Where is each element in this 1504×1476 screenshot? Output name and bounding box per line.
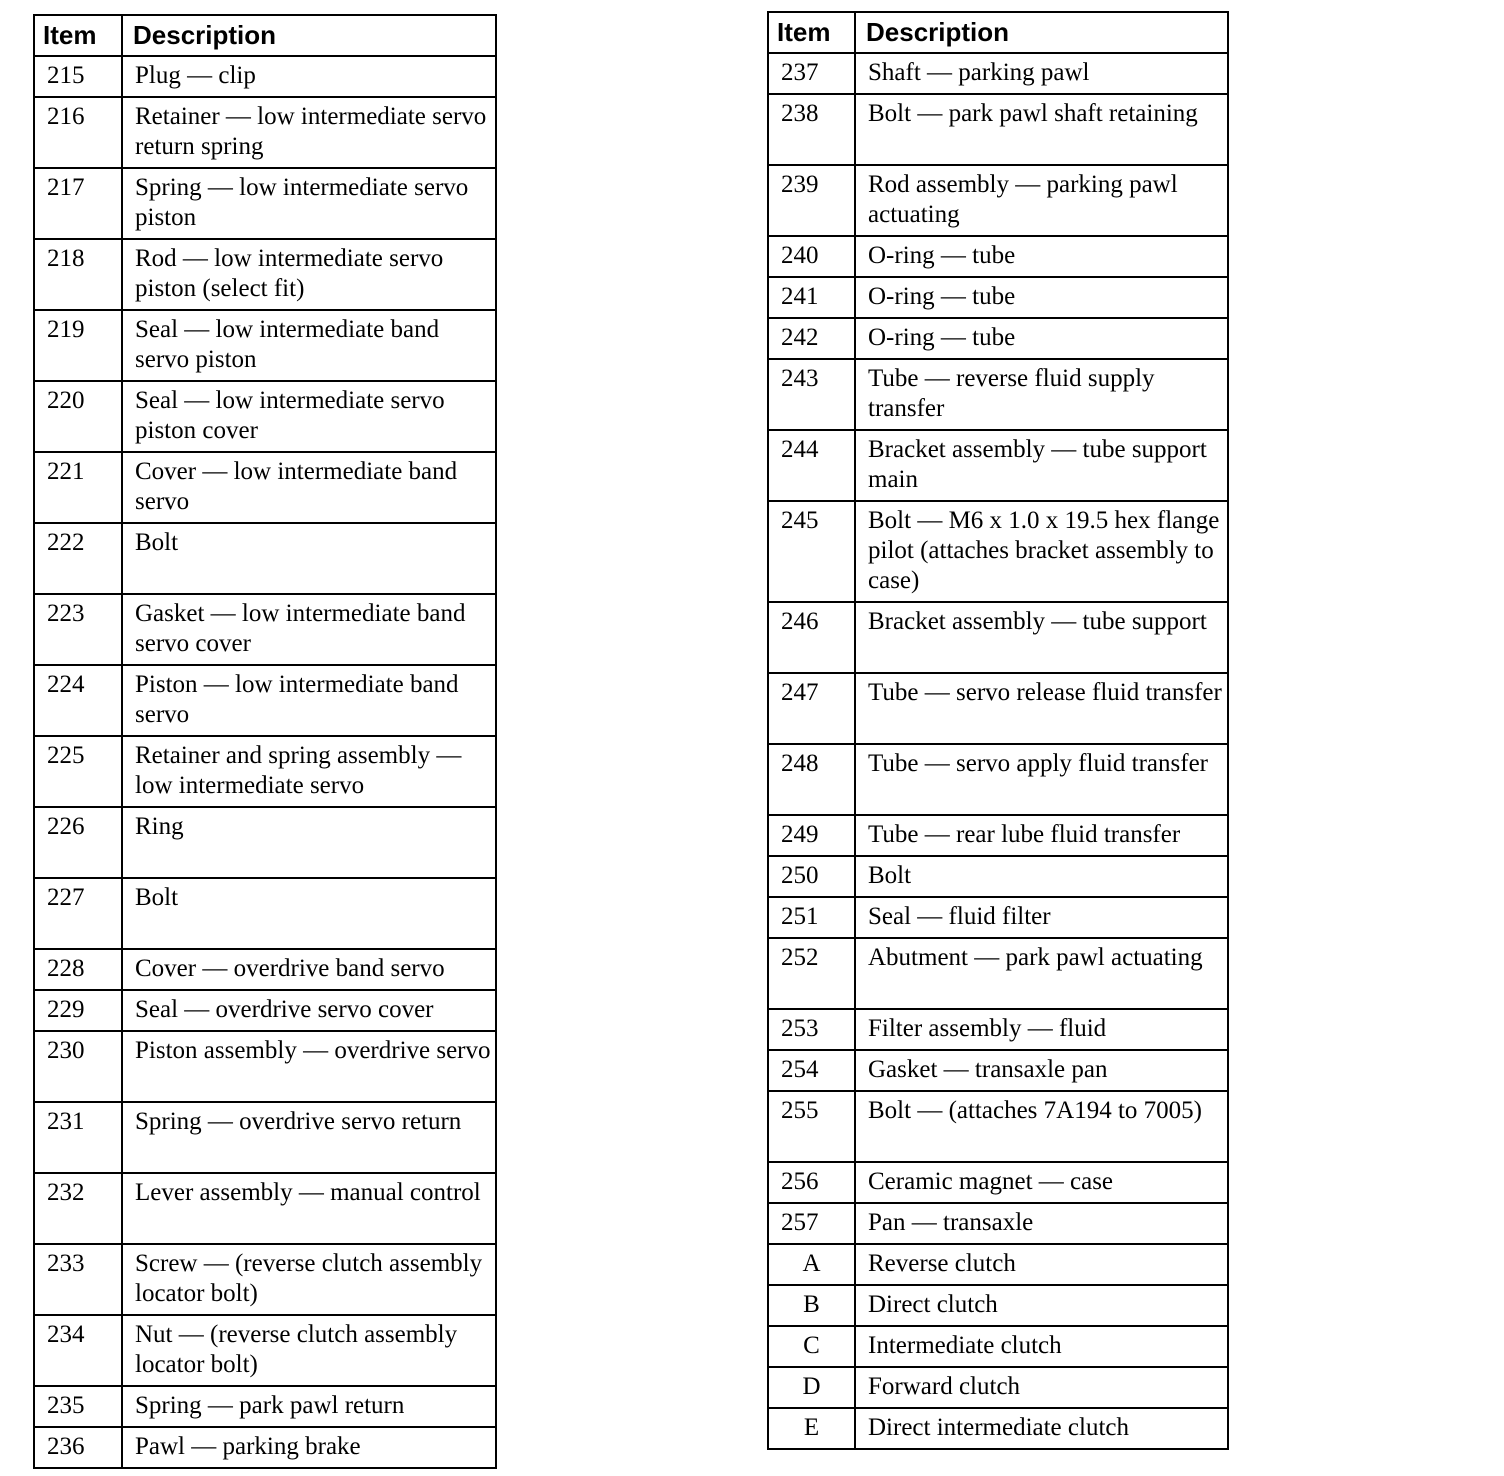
item-number: 225 <box>34 736 122 807</box>
table-row <box>768 94 1228 165</box>
item-description: Shaft — parking pawl <box>855 53 1228 94</box>
table-row <box>768 744 1228 815</box>
table-row <box>34 1102 496 1173</box>
item-description: Gasket — low intermediate band servo cover <box>122 594 496 665</box>
item-column-header: Item <box>34 15 122 56</box>
table-row <box>768 1162 1228 1203</box>
item-description: Reverse clutch <box>855 1244 1228 1285</box>
item-number: 251 <box>768 897 855 938</box>
item-description: Bolt <box>122 523 496 594</box>
table-row <box>768 236 1228 277</box>
item-number: 231 <box>34 1102 122 1173</box>
item-description: Plug — clip <box>122 56 496 97</box>
table-row <box>768 602 1228 673</box>
item-number: 219 <box>34 310 122 381</box>
table-row <box>768 359 1228 430</box>
item-number: C <box>768 1326 855 1367</box>
item-number: 233 <box>34 1244 122 1315</box>
item-description: Bracket assembly — tube support main <box>855 430 1228 501</box>
table-row <box>34 381 496 452</box>
item-number: 243 <box>768 359 855 430</box>
item-number: 226 <box>34 807 122 878</box>
item-description: Cover — overdrive band servo <box>122 949 496 990</box>
item-number: 234 <box>34 1315 122 1386</box>
item-description: Seal — fluid filter <box>855 897 1228 938</box>
parts-table-left <box>33 14 497 1469</box>
item-description: Ceramic magnet — case <box>855 1162 1228 1203</box>
item-number: 257 <box>768 1203 855 1244</box>
item-description: Direct clutch <box>855 1285 1228 1326</box>
table-row <box>768 856 1228 897</box>
item-number: 220 <box>34 381 122 452</box>
item-number: E <box>768 1408 855 1449</box>
item-number: 253 <box>768 1009 855 1050</box>
item-number: 215 <box>34 56 122 97</box>
item-description: Abutment — park pawl actuating <box>855 938 1228 1009</box>
item-description: Bolt — (attaches 7A194 to 7005) <box>855 1091 1228 1162</box>
table-row <box>34 990 496 1031</box>
table-row <box>768 53 1228 94</box>
item-description: Spring — low intermediate servo piston <box>122 168 496 239</box>
item-description: Retainer — low intermediate servo return spring <box>122 97 496 168</box>
header-row <box>768 12 1228 53</box>
table-row <box>34 523 496 594</box>
item-description: Bolt — park pawl shaft retaining <box>855 94 1228 165</box>
item-number: 237 <box>768 53 855 94</box>
item-description: Gasket — transaxle pan <box>855 1050 1228 1091</box>
table-row <box>768 673 1228 744</box>
item-description: Spring — park pawl return <box>122 1386 496 1427</box>
item-description: O-ring — tube <box>855 236 1228 277</box>
item-description: Retainer and spring assembly — low intermediate servo <box>122 736 496 807</box>
table-row <box>34 310 496 381</box>
item-description: Forward clutch <box>855 1367 1228 1408</box>
parts-table-right <box>767 11 1229 1450</box>
item-description: Seal — overdrive servo cover <box>122 990 496 1031</box>
table-row <box>768 1326 1228 1367</box>
item-number: 239 <box>768 165 855 236</box>
item-number: B <box>768 1285 855 1326</box>
item-description: Tube — rear lube fluid transfer <box>855 815 1228 856</box>
table-row <box>34 1173 496 1244</box>
item-description: Tube — servo release fluid transfer <box>855 673 1228 744</box>
item-description: Filter assembly — fluid <box>855 1009 1228 1050</box>
item-description: Direct intermediate clutch <box>855 1408 1228 1449</box>
item-description: Spring — overdrive servo return <box>122 1102 496 1173</box>
table-row <box>768 1408 1228 1449</box>
table-row <box>34 1427 496 1468</box>
table-row <box>34 56 496 97</box>
table-row <box>768 1009 1228 1050</box>
table-row <box>34 1244 496 1315</box>
item-number: 254 <box>768 1050 855 1091</box>
item-description: Tube — servo apply fluid transfer <box>855 744 1228 815</box>
item-number: 248 <box>768 744 855 815</box>
item-description: Seal — low intermediate servo piston cover <box>122 381 496 452</box>
item-number: 232 <box>34 1173 122 1244</box>
item-description: Screw — (reverse clutch assembly locator bolt) <box>122 1244 496 1315</box>
item-description: O-ring — tube <box>855 277 1228 318</box>
table-row <box>34 1031 496 1102</box>
table-row <box>34 736 496 807</box>
table-row <box>34 807 496 878</box>
table-row <box>768 430 1228 501</box>
item-number: 217 <box>34 168 122 239</box>
table-row <box>768 165 1228 236</box>
item-number: 247 <box>768 673 855 744</box>
item-description: Bolt <box>122 878 496 949</box>
table-row <box>768 1203 1228 1244</box>
item-number: 227 <box>34 878 122 949</box>
item-number: 216 <box>34 97 122 168</box>
item-description: Rod assembly — parking pawl actuating <box>855 165 1228 236</box>
item-description: Piston — low intermediate band servo <box>122 665 496 736</box>
item-number: 230 <box>34 1031 122 1102</box>
item-description: Bracket assembly — tube support <box>855 602 1228 673</box>
item-description: Pawl — parking brake <box>122 1427 496 1468</box>
item-description: O-ring — tube <box>855 318 1228 359</box>
item-number: 238 <box>768 94 855 165</box>
description-column-header: Description <box>855 12 1228 53</box>
item-description: Cover — low intermediate band servo <box>122 452 496 523</box>
table-row <box>34 97 496 168</box>
item-number: 240 <box>768 236 855 277</box>
item-description: Nut — (reverse clutch assembly locator bolt) <box>122 1315 496 1386</box>
table-row <box>768 1091 1228 1162</box>
item-description: Rod — low intermediate servo piston (select fit) <box>122 239 496 310</box>
item-description: Pan — transaxle <box>855 1203 1228 1244</box>
table-row <box>34 168 496 239</box>
item-number: 221 <box>34 452 122 523</box>
table-row <box>34 1386 496 1427</box>
table-row <box>768 897 1228 938</box>
item-number: 224 <box>34 665 122 736</box>
table-row <box>768 1244 1228 1285</box>
description-column-header: Description <box>122 15 496 56</box>
item-number: 242 <box>768 318 855 359</box>
table-row <box>34 878 496 949</box>
table-row <box>768 318 1228 359</box>
table-row <box>34 665 496 736</box>
table-row <box>768 1050 1228 1091</box>
item-number: 245 <box>768 501 855 602</box>
item-number: 244 <box>768 430 855 501</box>
item-number: 236 <box>34 1427 122 1468</box>
item-description: Ring <box>122 807 496 878</box>
item-number: 249 <box>768 815 855 856</box>
item-description: Lever assembly — manual control <box>122 1173 496 1244</box>
table-row <box>34 452 496 523</box>
item-number: 256 <box>768 1162 855 1203</box>
item-number: 229 <box>34 990 122 1031</box>
table-row <box>768 501 1228 602</box>
item-description: Seal — low intermediate band servo piston <box>122 310 496 381</box>
item-number: 235 <box>34 1386 122 1427</box>
item-number: 222 <box>34 523 122 594</box>
item-number: 228 <box>34 949 122 990</box>
table-row <box>768 815 1228 856</box>
table-row <box>768 938 1228 1009</box>
item-number: 218 <box>34 239 122 310</box>
table-row <box>768 1285 1228 1326</box>
table-row <box>768 277 1228 318</box>
item-number: 250 <box>768 856 855 897</box>
item-number: 252 <box>768 938 855 1009</box>
item-number: 255 <box>768 1091 855 1162</box>
table-row <box>34 1315 496 1386</box>
table-row <box>768 1367 1228 1408</box>
item-description: Piston assembly — overdrive servo <box>122 1031 496 1102</box>
header-row <box>34 15 496 56</box>
item-description: Tube — reverse fluid supply transfer <box>855 359 1228 430</box>
item-description: Bolt — M6 x 1.0 x 19.5 hex flange pilot (attaches bracket assembly to case) <box>855 501 1228 602</box>
item-column-header: Item <box>768 12 855 53</box>
item-number: A <box>768 1244 855 1285</box>
table-row <box>34 594 496 665</box>
item-description: Bolt <box>855 856 1228 897</box>
item-number: 246 <box>768 602 855 673</box>
item-number: 241 <box>768 277 855 318</box>
item-number: 223 <box>34 594 122 665</box>
item-description: Intermediate clutch <box>855 1326 1228 1367</box>
table-row <box>34 949 496 990</box>
item-number: D <box>768 1367 855 1408</box>
table-row <box>34 239 496 310</box>
